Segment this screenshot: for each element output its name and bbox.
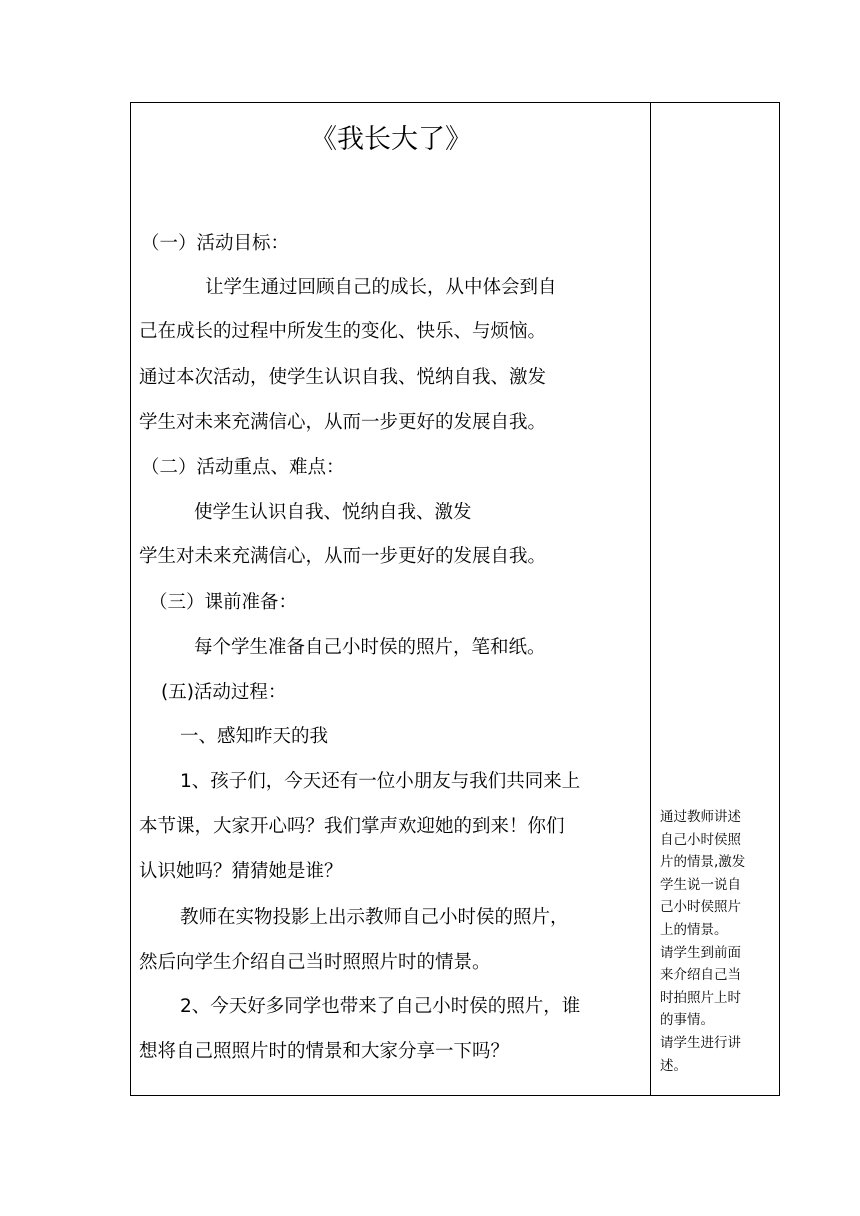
paragraph-line: 教师在实物投影上出示教师自己小时侯的照片，	[180, 907, 569, 928]
side-note-line: 请学生到前面	[660, 944, 741, 961]
paragraph-line: 认识她吗？猜猜她是谁？	[139, 861, 343, 882]
side-note-line: 上的情景。	[660, 921, 728, 938]
document-title: 《我长大了》	[310, 124, 472, 155]
side-note-line: 时拍照片上时	[660, 989, 741, 1006]
lesson-plan-table	[130, 102, 780, 1096]
main-content-cell	[131, 103, 651, 1095]
paragraph-line: 想将自己照照片时的情景和大家分享一下吗？	[139, 1041, 510, 1062]
side-note-line: 学生说一说自	[660, 876, 741, 893]
paragraph-line: 然后向学生介绍自己当时照照片时的情景。	[139, 952, 491, 973]
subsection-heading: 一、感知昨天的我	[180, 726, 329, 747]
paragraph-line: 本节课，大家开心吗？我们掌声欢迎她的到来！你们	[139, 816, 565, 837]
paragraph-line: 通过本次活动，使学生认识自我、悦纳自我、激发	[139, 367, 547, 388]
side-note-line: 通过教师讲述	[660, 809, 741, 825]
paragraph-line: 2、今天好多同学也带来了自己小时侯的照片，谁	[180, 996, 581, 1017]
side-notes-cell	[651, 103, 779, 1095]
section-heading-key-points: （二）活动重点、难点：	[141, 457, 345, 478]
paragraph-line: 让学生通过回顾自己的成长，从中体会到自	[205, 277, 557, 298]
paragraph-line: 学生对未来充满信心，从而一步更好的发展自我。	[139, 412, 547, 433]
side-note-line: 的事情。	[660, 1012, 714, 1029]
paragraph-line: 每个学生准备自己小时侯的照片，笔和纸。	[194, 637, 546, 658]
side-note-line: 片的情景,激发	[660, 854, 746, 871]
side-note-line: 己小时侯照片	[660, 899, 741, 916]
paragraph-line: 己在成长的过程中所发生的变化、快乐、与烦恼。	[139, 321, 547, 342]
side-note-line: 自己小时侯照	[660, 831, 741, 848]
side-note-line: 来介绍自己当	[660, 967, 741, 984]
section-heading-objectives: （一）活动目标：	[141, 233, 290, 254]
side-note-line: 述。	[660, 1057, 687, 1074]
paragraph-line: 1、孩子们，今天还有一位小朋友与我们共同来上	[180, 771, 581, 792]
paragraph-line: 使学生认识自我、悦纳自我、激发	[194, 502, 472, 523]
section-heading-preparation: （三）课前准备：	[149, 592, 298, 613]
side-note-line: 请学生进行讲	[660, 1034, 741, 1051]
section-heading-process: (五)活动过程：	[161, 682, 287, 703]
side-notes	[660, 806, 778, 1077]
paragraph-line: 学生对未来充满信心，从而一步更好的发展自我。	[139, 546, 547, 567]
